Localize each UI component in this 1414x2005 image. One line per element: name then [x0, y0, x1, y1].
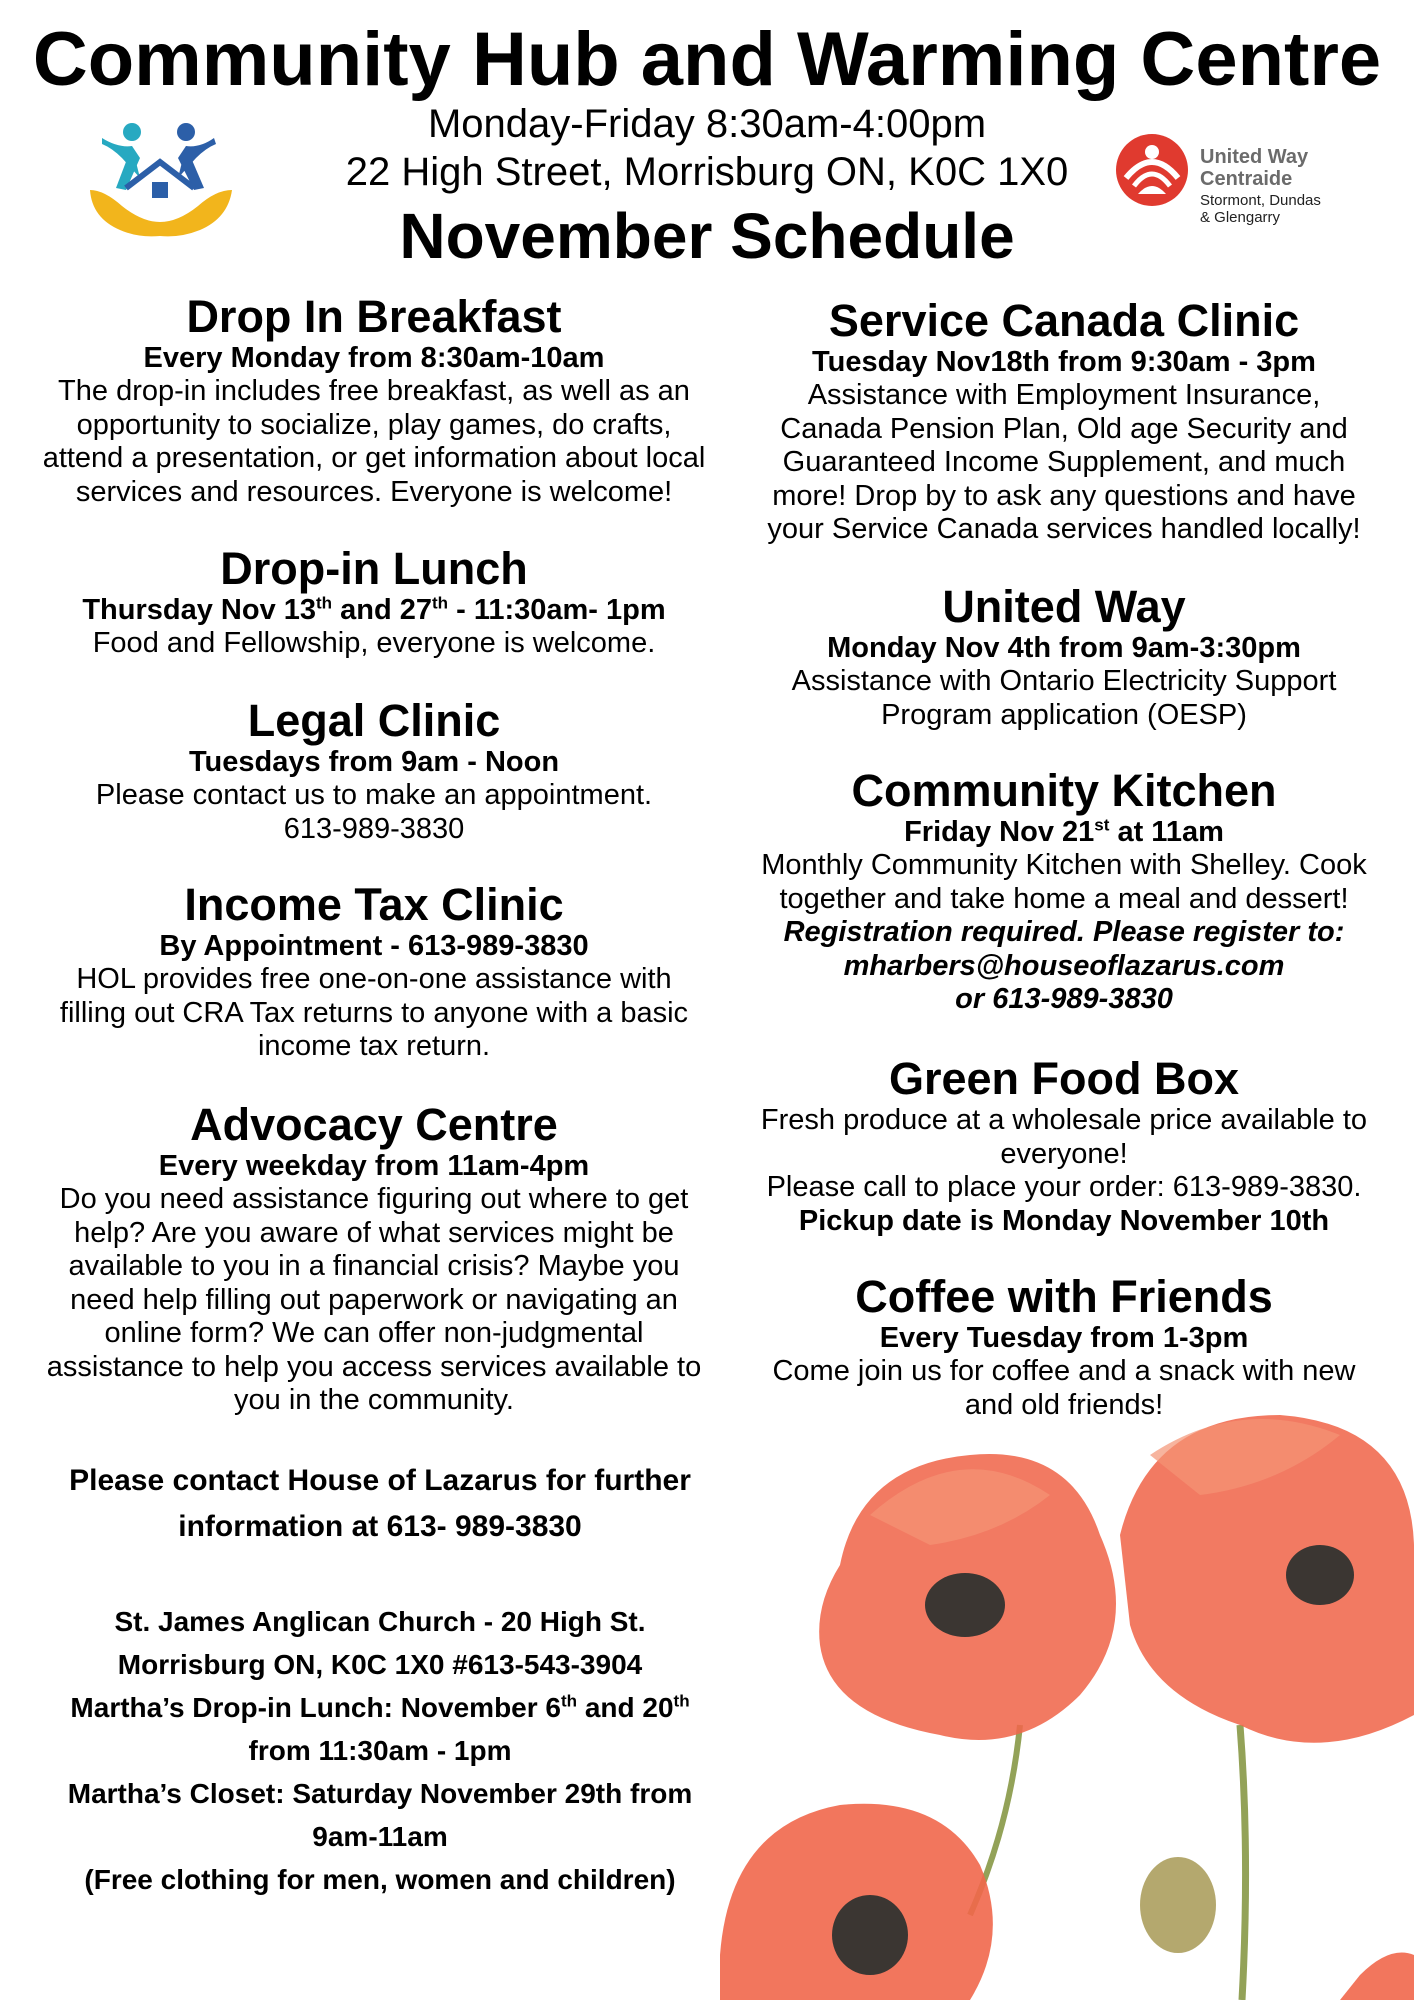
kitchen-phone: or 613-989-3830: [955, 983, 1173, 1015]
church-address-line: St. James Anglican Church - 20 High St.: [114, 1606, 646, 1637]
advocacy-desc-line: online form? We can offer non-judgmental: [104, 1317, 644, 1349]
marthas-lunch-part: and 20: [577, 1692, 674, 1723]
kitchen-email: mharbers@houseoflazarus.com: [843, 949, 1285, 982]
lunch-when-part: - 11:30am- 1pm: [448, 594, 666, 626]
united-way-region-line1: Stormont, Dundas: [1200, 192, 1321, 209]
service-canada-desc-line: more! Drop by to ask any questions and have: [772, 479, 1356, 512]
coffee-title: Coffee with Friends: [855, 1271, 1273, 1322]
kitchen-registration: Registration required. Please register to:: [783, 916, 1345, 948]
lunch-section: [24, 544, 724, 661]
marthas-lunch-line: [24, 1686, 736, 1729]
advocacy-desc-line: assistance to help you access services available to: [46, 1350, 702, 1383]
service-canada-desc-line: your Service Canada services handled locally!: [767, 513, 1361, 545]
united-way-section: [714, 582, 1414, 732]
lunch-when: [24, 594, 724, 627]
breakfast-desc-line: opportunity to socialize, play games, do crafts,: [76, 408, 672, 441]
ordinal-suffix: th: [432, 593, 449, 613]
service-canada-when: Tuesday Nov18th from 9:30am - 3pm: [812, 346, 1316, 378]
service-canada-desc-line: Canada Pension Plan, Old age Security and: [780, 412, 1348, 445]
advocacy-desc-line: need help filling out paperwork or navigating an: [70, 1283, 678, 1316]
opening-hours: Monday-Friday 8:30am-4:00pm: [427, 102, 987, 146]
united-way-name-line1: United Way: [1200, 146, 1309, 168]
advocacy-desc-line: you in the community.: [234, 1384, 514, 1416]
coffee-desc-line: Come join us for coffee and a snack with new: [772, 1355, 1356, 1387]
coffee-section: [714, 1272, 1414, 1422]
service-canada-title: Service Canada Clinic: [828, 295, 1300, 346]
united-way-region-line2: & Glengarry: [1200, 209, 1281, 226]
united-way-title: United Way: [942, 581, 1186, 632]
contact-notice: [24, 1458, 736, 1550]
kitchen-when: [714, 816, 1414, 849]
united-way-when: Monday Nov 4th from 9am-3:30pm: [827, 632, 1301, 664]
breakfast-when: Every Monday from 8:30am-10am: [143, 342, 605, 374]
kitchen-section: [714, 766, 1414, 1017]
tax-when: By Appointment - 613-989-3830: [159, 930, 589, 962]
ordinal-suffix: th: [316, 593, 333, 613]
schedule-subtitle: November Schedule: [399, 200, 1015, 272]
marthas-closet-note: (Free clothing for men, women and children): [84, 1864, 676, 1895]
lunch-when-part: and 27: [332, 594, 432, 626]
tax-desc-line: HOL provides free one-on-one assistance with: [76, 963, 672, 995]
kitchen-when-part: at 11am: [1109, 816, 1224, 848]
kitchen-when-part: Friday Nov 21: [904, 816, 1095, 848]
advocacy-section: [24, 1100, 724, 1418]
breakfast-section: [24, 292, 724, 509]
breakfast-desc-line: The drop-in includes free breakfast, as well as an: [58, 375, 690, 407]
kitchen-title: Community Kitchen: [851, 765, 1277, 816]
coffee-when: Every Tuesday from 1-3pm: [879, 1322, 1249, 1354]
advocacy-desc-line: help? Are you aware of what services might be: [74, 1216, 674, 1249]
tax-desc-line: filling out CRA Tax returns to anyone with a basic: [59, 996, 689, 1029]
marthas-closet-time: 9am-11am: [312, 1821, 448, 1852]
contact-line: Please contact House of Lazarus for further: [69, 1464, 691, 1497]
advocacy-when: Every weekday from 11am-4pm: [158, 1150, 590, 1182]
lunch-desc: Food and Fellowship, everyone is welcome.: [92, 627, 656, 659]
breakfast-desc-line: attend a presentation, or get information about local: [42, 442, 706, 474]
food-box-desc-line: everyone!: [1000, 1137, 1128, 1170]
service-canada-section: [714, 296, 1414, 547]
coffee-desc-line: and old friends!: [964, 1388, 1164, 1421]
lunch-title: Drop-in Lunch: [220, 543, 528, 594]
marthas-lunch-time: from 11:30am - 1pm: [248, 1735, 512, 1766]
legal-section: [24, 696, 724, 846]
food-box-desc-line: Fresh produce at a wholesale price available to: [760, 1104, 1368, 1136]
service-canada-desc-line: Guaranteed Income Supplement, and much: [782, 446, 1346, 478]
united-way-name-line2: Centraide: [1200, 168, 1293, 190]
food-box-pickup: Pickup date is Monday November 10th: [798, 1204, 1330, 1237]
lunch-when-part: Thursday Nov 13: [82, 594, 317, 626]
ordinal-suffix: th: [673, 1691, 690, 1711]
united-way-desc-line: Program application (OESP): [881, 698, 1247, 731]
advocacy-desc-line: available to you in a financial crisis? Maybe you: [68, 1250, 680, 1282]
service-canada-desc-line: Assistance with Employment Insurance,: [807, 379, 1321, 411]
marthas-lunch-part: Martha’s Drop-in Lunch: November 6: [70, 1692, 561, 1723]
church-address-line: Morrisburg ON, K0C 1X0 #613-543-3904: [117, 1649, 643, 1680]
church-info: [24, 1600, 736, 1901]
breakfast-title: Drop In Breakfast: [186, 291, 562, 342]
hub-address: 22 High Street, Morrisburg ON, K0C 1X0: [345, 150, 1069, 194]
tax-desc-line: income tax return.: [257, 1030, 491, 1062]
food-box-section: [714, 1054, 1414, 1238]
kitchen-desc-line: together and take home a meal and dessert!: [779, 882, 1349, 915]
legal-phone: 613-989-3830: [283, 812, 465, 845]
ordinal-suffix: th: [561, 1691, 578, 1711]
breakfast-desc-line: services and resources. Everyone is welcome!: [75, 475, 673, 508]
food-box-desc-line: Please call to place your order: 613-989-3830.: [766, 1171, 1362, 1203]
advocacy-desc-line: Do you need assistance figuring out where to get: [59, 1183, 689, 1215]
marthas-closet-line: Martha’s Closet: Saturday November 29th from: [67, 1778, 693, 1809]
right-column: [714, 0, 1414, 1421]
legal-desc-line: Please contact us to make an appointment.: [95, 779, 653, 811]
poppy-illustration: [720, 1395, 1414, 2000]
food-box-title: Green Food Box: [888, 1053, 1240, 1104]
united-way-desc-line: Assistance with Ontario Electricity Support: [791, 665, 1337, 697]
contact-line: information at 613- 989-3830: [178, 1510, 582, 1543]
legal-when: Tuesdays from 9am - Noon: [188, 746, 560, 778]
advocacy-title: Advocacy Centre: [190, 1099, 558, 1150]
legal-title: Legal Clinic: [247, 695, 501, 746]
ordinal-suffix: st: [1094, 815, 1110, 835]
tax-title: Income Tax Clinic: [184, 879, 564, 930]
kitchen-desc-line: Monthly Community Kitchen with Shelley. Cook: [761, 849, 1367, 881]
page-title: Community Hub and Warming Centre: [32, 17, 1382, 102]
tax-section: [24, 880, 724, 1064]
